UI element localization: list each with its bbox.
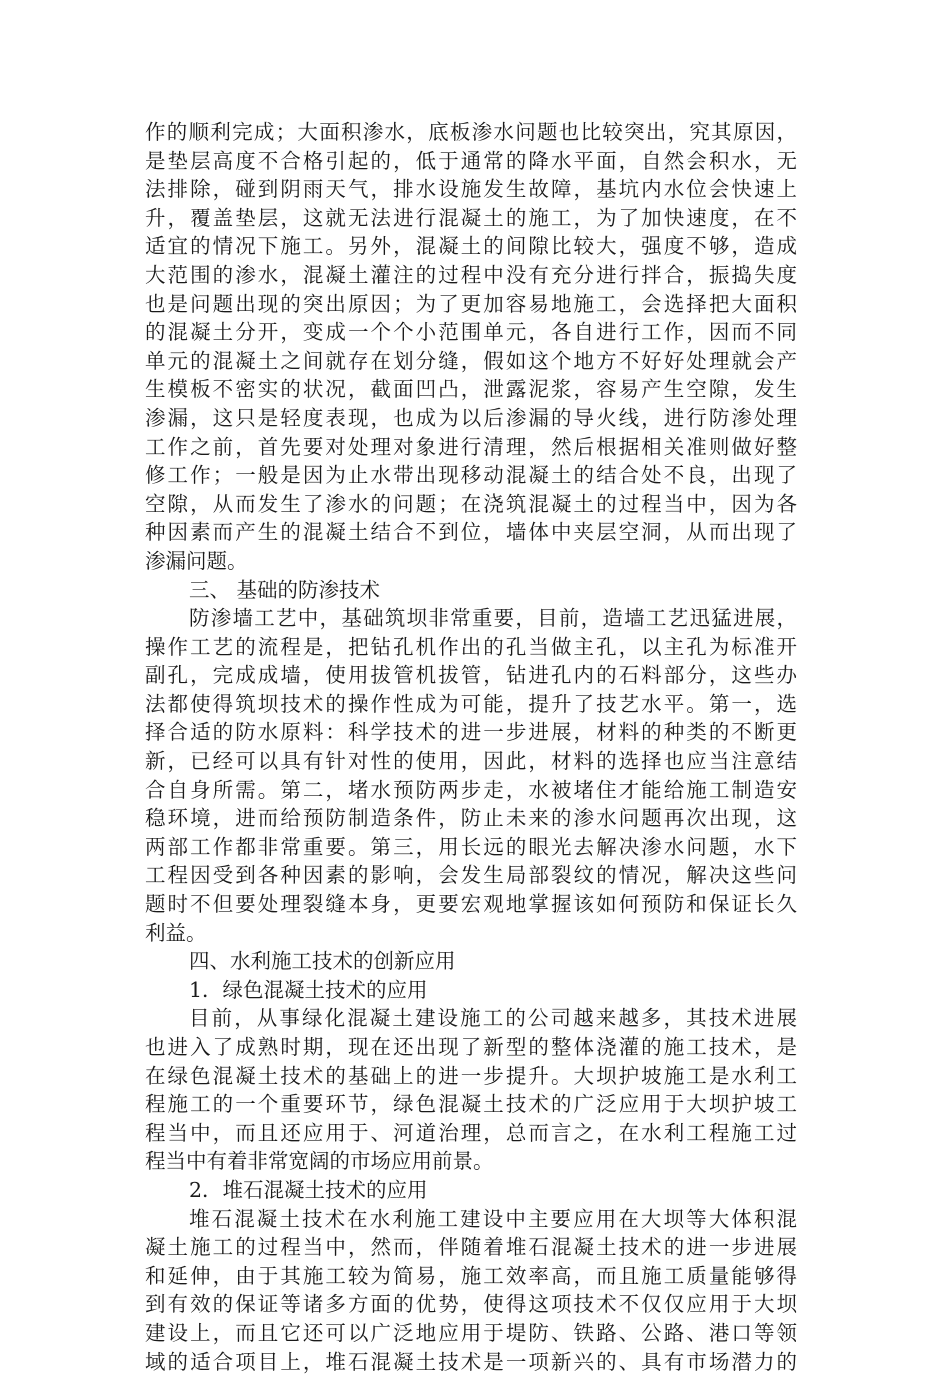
text-line: 大范围的渗水，混凝土灌注的过程中没有充分进行拌合，振捣失度 xyxy=(145,262,797,287)
text-line: 操作工艺的流程是，把钻孔机作出的孔当做主孔，以主孔为标准开 xyxy=(145,634,797,659)
text-line: 择合适的防水原料：科学技术的进一步进展，材料的种类的不断更 xyxy=(145,720,797,745)
subsection-heading-rockfill-concrete xyxy=(145,1176,797,1205)
text-line: 空隙，从而发生了渗水的问题；在浇筑混凝土的过程当中，因为各 xyxy=(145,491,797,516)
text-line: 生模板不密实的状况，截面凹凸，泄露泥浆，容易产生空隙，发生 xyxy=(145,377,797,402)
text-line: 程当中有着非常宽阔的市场应用前景。 xyxy=(145,1149,494,1174)
text-line: 工作之前，首先要对处理对象进行清理，然后根据相关准则做好整 xyxy=(145,434,797,459)
text-line: 利益。 xyxy=(145,920,207,945)
text-line: 适宜的情况下施工。另外，混凝土的间隙比较大，强度不够，造成 xyxy=(145,234,797,259)
text-line: 程施工的一个重要环节，绿色混凝土技术的广泛应用于大坝护坡工 xyxy=(145,1092,797,1117)
text-line: 渗漏，这只是轻度表现，也成为以后渗漏的导火线，进行防渗处理 xyxy=(145,405,797,430)
heading-line: 三、 基础的防渗技术 xyxy=(189,577,381,602)
paragraph-green-concrete xyxy=(145,1004,797,1176)
paragraph-drainage-problems xyxy=(145,118,797,576)
text-line: 副孔，完成成墙，使用拔管机拔管，钻进孔内的石料部分，这些办 xyxy=(145,663,797,688)
paragraph-foundation-seepage xyxy=(145,604,797,947)
text-line: 也是问题出现的突出原因；为了更加容易地施工，会选择把大面积 xyxy=(145,291,797,316)
text-line: 新，已经可以具有针对性的使用，因此，材料的选择也应当注意结 xyxy=(145,749,797,774)
text-line: 工程因受到各种因素的影响，会发生局部裂纹的情况，解决这些问 xyxy=(145,863,797,888)
text-line: 题时不但要处理裂缝本身，更要宏观地掌握该如何预防和保证长久 xyxy=(145,892,797,917)
text-line: 防渗墙工艺中，基础筑坝非常重要，目前，造墙工艺迅猛进展， xyxy=(189,606,797,631)
text-line: 程当中，而且还应用于、河道治理，总而言之，在水利工程施工过 xyxy=(145,1120,797,1145)
text-line: 域的适合项目上，堆石混凝土技术是一项新兴的、具有市场潜力的 xyxy=(145,1349,797,1374)
heading-line: 1．绿色混凝土技术的应用 xyxy=(189,977,428,1002)
text-line: 堆石混凝土技术在水利施工建设中主要应用在大坝等大体积混 xyxy=(189,1206,797,1231)
section-heading-innovation xyxy=(145,947,797,976)
heading-line: 四、水利施工技术的创新应用 xyxy=(189,949,456,974)
paragraph-rockfill-concrete xyxy=(145,1205,797,1376)
text-line: 到有效的保证等诸多方面的优势，使得这项技术不仅仅应用于大坝 xyxy=(145,1292,797,1317)
heading-line: 2．堆石混凝土技术的应用 xyxy=(189,1177,428,1202)
text-line: 在绿色混凝土技术的基础上的进一步提升。大坝护坡施工是水利工 xyxy=(145,1063,797,1088)
text-line: 也进入了成熟时期，现在还出现了新型的整体浇灌的施工技术，是 xyxy=(145,1035,797,1059)
text-line: 是垫层高度不合格引起的，低于通常的降水平面，自然会积水，无 xyxy=(145,148,797,173)
text-line: 和延伸，由于其施工较为简易，施工效率高，而且施工质量能够得 xyxy=(145,1263,797,1288)
document-page xyxy=(145,118,797,1376)
text-line: 建设上，而且它还可以广泛地应用于堤防、铁路、公路、港口等领 xyxy=(145,1320,797,1345)
section-heading-foundation-seepage xyxy=(145,576,797,605)
text-line: 稳环境，进而给预防制造条件，防止未来的渗水问题再次出现，这 xyxy=(145,806,797,831)
text-line: 升，覆盖垫层，这就无法进行混凝土的施工，为了加快速度，在不 xyxy=(145,205,797,230)
text-line: 凝土施工的过程当中，然而，伴随着堆石混凝土技术的进一步进展 xyxy=(145,1235,797,1260)
text-line: 法排除，碰到阴雨天气，排水设施发生故障，基坑内水位会快速上 xyxy=(145,177,797,202)
text-line: 渗漏问题。 xyxy=(145,548,248,573)
text-line: 合自身所需。第二，堵水预防两步走，水被堵住才能给施工制造安 xyxy=(145,777,797,802)
text-line: 种因素而产生的混凝土结合不到位，墙体中夹层空洞，从而出现了 xyxy=(145,520,797,545)
text-line: 两部工作都非常重要。第三，用长远的眼光去解决渗水问题，水下 xyxy=(145,834,797,859)
text-line: 修工作；一般是因为止水带出现移动混凝土的结合处不良，出现了 xyxy=(145,463,797,488)
text-line: 目前，从事绿化混凝土建设施工的公司越来越多，其技术进展 xyxy=(189,1006,797,1031)
subsection-heading-green-concrete xyxy=(145,976,797,1005)
text-line: 单元的混凝土之间就存在划分缝，假如这个地方不好好处理就会产 xyxy=(145,348,797,373)
text-line: 作的顺利完成；大面积渗水，底板渗水问题也比较突出，究其原因， xyxy=(145,120,797,144)
text-line: 法都使得筑坝技术的操作性成为可能，提升了技艺水平。第一，选 xyxy=(145,691,797,716)
text-line: 的混凝土分开，变成一个个小范围单元，各自进行工作，因而不同 xyxy=(145,320,797,345)
